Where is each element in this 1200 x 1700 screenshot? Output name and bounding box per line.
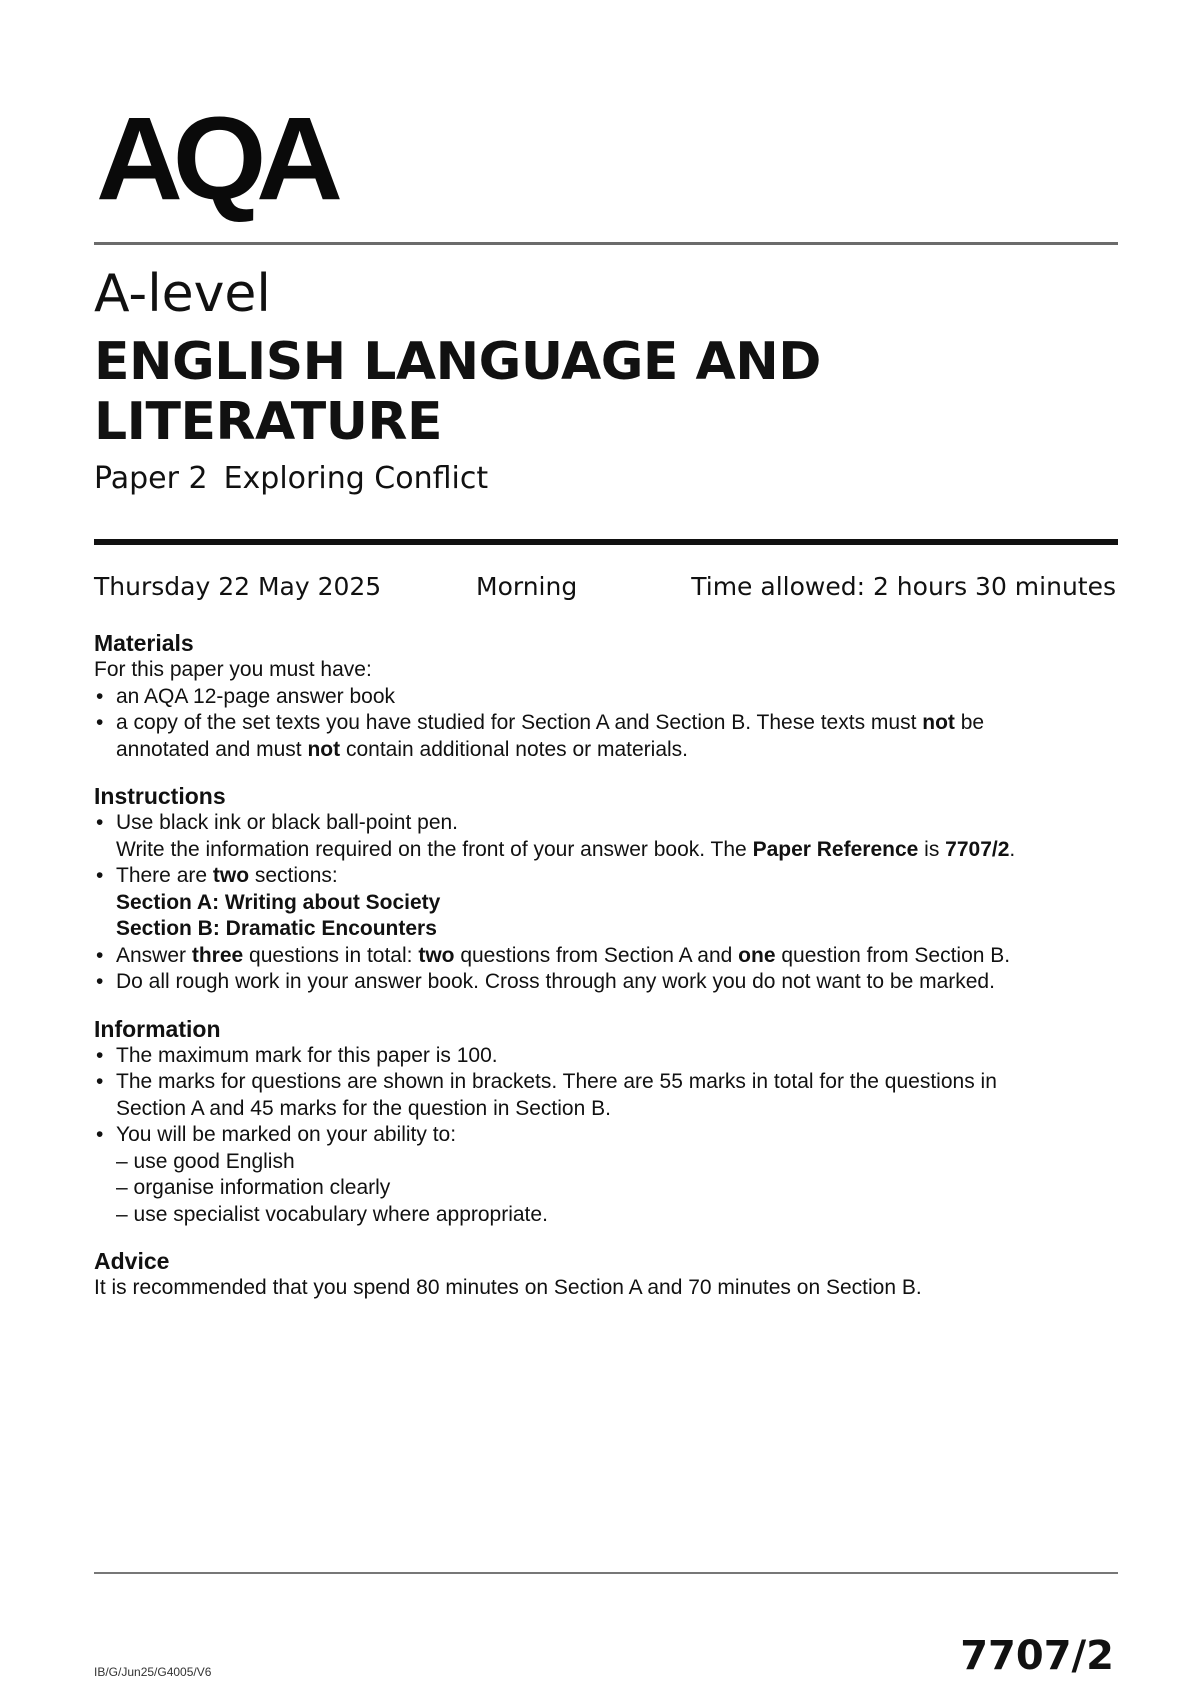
advice-heading: Advice [94,1248,170,1274]
list-item [94,1043,1114,1070]
paper-number: Paper 2 [94,461,208,496]
materials-heading: Materials [94,630,194,656]
list-item [94,1122,1114,1228]
text-run: questions from Section A and [454,943,739,967]
qualification-level: A-level [94,264,271,324]
emphasis: not [307,737,341,761]
text-run: There are [116,864,213,887]
information-ability-intro: • You will be marked on your ability to: [116,1123,457,1146]
subject-title-line-2: LITERATURE [94,392,442,452]
subject-title [94,332,1114,452]
information-heading: Information [94,1015,221,1042]
text-run: question from Section B. [775,943,1011,967]
front-cover-content [94,630,1114,1322]
exam-session: Morning [476,572,578,601]
ability-item-vocabulary: – use specialist vocabulary where appropriate. [116,1202,548,1226]
emphasis: two [418,943,455,967]
instruction-rough-work: Do all rough work in your answer book. Cross through any work you do not want to be marked. [116,970,995,993]
text-run: Write the information required on the front of your answer book. The [116,837,753,861]
header-divider [94,242,1118,245]
title-divider [94,539,1118,545]
subject-title-line-1: ENGLISH LANGUAGE AND [94,332,821,392]
materials-intro: For this paper you must have: [94,658,372,681]
text-run: contain additional notes or materials. [340,737,689,761]
text-run: questions in total: [243,943,419,967]
emphasis: two [212,864,250,887]
information-section [94,1016,1114,1229]
text-run: sections: [249,864,338,887]
paper-name: Exploring Conflict [223,461,489,496]
instruction-pen: • Use black ink or black ball-point pen. [116,811,459,834]
information-marks-line-1: • The marks for questions are shown in brackets. There are 55 marks in total for the questions in [116,1070,997,1093]
paper-code: 7707/2 [960,1633,1114,1679]
ability-item-english: – use good English [116,1149,295,1173]
list-item [94,943,1114,970]
exam-date: Thursday 22 May 2025 [94,572,382,601]
advice-section [94,1248,1114,1302]
list-item [94,710,1114,763]
information-marks-line-2: Section A and 45 marks for the question in Section B. [116,1096,611,1120]
emphasis: one [738,943,776,967]
list-item [94,863,1114,943]
aqa-logo: AQA [96,93,333,225]
list-item [94,969,1114,996]
materials-item-set-texts-line-1 [116,710,1114,737]
instructions-heading: Instructions [94,783,226,809]
advice-text: It is recommended that you spend 80 minutes on Section A and 70 minutes on Section B. [94,1276,922,1299]
instruction-sections [116,863,1114,890]
text-run: a copy of the set texts you have studied for Section A and Section B. These texts must [116,711,923,734]
paper-title [94,461,489,496]
information-max-mark: The maximum mark for this paper is 100. [116,1043,498,1067]
information-list [94,1043,1114,1229]
text-run: annotated and must [116,737,308,761]
materials-item-set-texts-line-2 [116,737,1114,764]
emphasis: Paper Reference [752,837,919,861]
instructions-section [94,783,1114,996]
text-run: Answer [116,943,192,967]
list-item [94,684,1114,711]
time-allowed: Time allowed: 2 hours 30 minutes [691,572,1116,601]
document-reference: IB/G/Jun25/G4005/V6 [94,1665,212,1679]
instruction-paper-reference [116,837,1114,864]
list-item [94,810,1114,863]
materials-list [94,684,1114,764]
section-a-name: Section A: Writing about Society [116,890,441,914]
ability-item-organise: – organise information clearly [116,1176,391,1199]
text-run: be [954,711,985,734]
list-item [94,1069,1114,1122]
emphasis: 7707/2 [945,837,1010,861]
footer-divider [94,1572,1118,1574]
instruction-answer-count [116,943,1114,970]
instructions-list [94,810,1114,996]
materials-item-answer-book: an AQA 12-page answer book [116,684,396,708]
materials-section [94,630,1114,763]
section-b-name: Section B: Dramatic Encounters [116,917,437,940]
emphasis: not [922,711,955,734]
text-run: is [918,837,946,861]
emphasis: three [191,943,244,967]
text-run: . [1009,837,1016,861]
